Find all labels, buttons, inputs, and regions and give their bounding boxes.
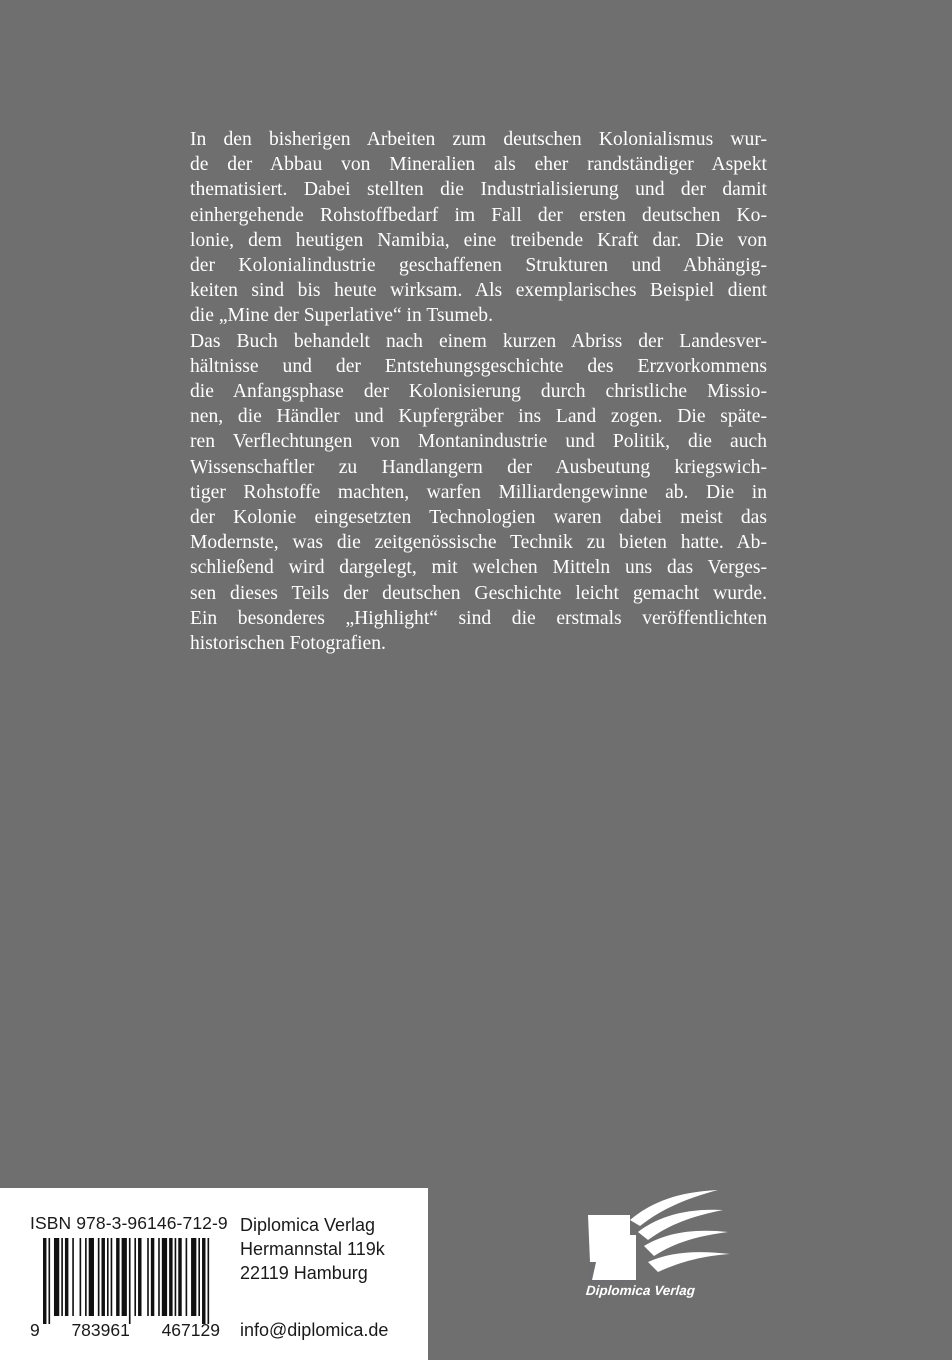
blurb-line: historischen Fotografien. (190, 633, 386, 655)
barcode-bar (202, 1238, 205, 1324)
barcode-bar (61, 1238, 63, 1316)
barcode-bar (162, 1238, 167, 1316)
barcode-digit-group: 9 (30, 1320, 40, 1340)
blurb-line: Ein besonderes „Highlight“ sind die erstmals veröffentlichten (190, 607, 767, 629)
blurb-line: Modernste, was die zeitgenössische Technik zu bieten hatte. Ab- (190, 532, 767, 554)
publisher-street: Hermannstal 119k (240, 1239, 385, 1259)
barcode-bar (101, 1238, 104, 1316)
blurb-line: nen, die Händler und Kupfergräber ins Land zogen. Die späte- (190, 406, 767, 428)
blurb-line: thematisiert. Dabei stellten die Industrialisierung und der damit (190, 179, 767, 201)
blurb-line: die „Mine der Superlative“ in Tsumeb. (190, 305, 493, 327)
barcode-bar (138, 1238, 141, 1316)
barcode-bar (147, 1238, 149, 1316)
blurb-line: der Kolonie eingesetzten Technologien waren dabei meist das (190, 507, 767, 529)
blurb-line: tiger Rohstoffe machten, warfen Milliardengewinne ab. Die in (190, 481, 767, 503)
barcode-bar (186, 1238, 188, 1316)
barcode-bar (80, 1238, 82, 1316)
blurb-line: Das Buch behandelt nach einem kurzen Abriss der Landesver- (190, 330, 767, 352)
barcode-digit-group: 783961 (71, 1320, 130, 1340)
blurb-line: lonie, dem heutigen Namibia, eine treibende Kraft dar. Die von (190, 229, 767, 251)
blurb-paragraph (190, 329, 767, 657)
barcode-digit-group: 467129 (161, 1320, 220, 1340)
back-cover-blurb (190, 127, 767, 656)
isbn-label: ISBN 978-3-96146-712-9 (30, 1213, 228, 1233)
blurb-line: sen dieses Teils der deutschen Geschichte leicht gemacht wurde. (190, 582, 767, 604)
publisher-address (240, 1213, 385, 1285)
barcode-bar (198, 1238, 200, 1316)
blurb-paragraph (190, 127, 767, 329)
blurb-line: keiten sind bis heute wirksam. Als exemplarisches Beispiel dient (190, 280, 767, 302)
barcode-bar (54, 1238, 59, 1316)
barcode-bar (208, 1238, 210, 1324)
barcode-bar (151, 1238, 154, 1316)
barcode-bar (98, 1238, 100, 1316)
blurb-line: schließend wird dargelegt, mit welchen Mitteln uns das Verges- (190, 557, 767, 579)
barcode-bar (65, 1238, 68, 1316)
barcode-bar (116, 1238, 119, 1316)
blurb-line: Wissenschaftler zu Handlangern der Ausbeutung kriegswich- (190, 456, 767, 478)
barcode-bar (134, 1238, 136, 1316)
barcode-bar (107, 1238, 109, 1316)
blurb-line: In den bisherigen Arbeiten zum deutschen Kolonialismus wur- (190, 129, 767, 150)
blurb-line: einhergehende Rohstoffbedarf im Fall der ersten deutschen Ko- (190, 204, 767, 226)
barcode-bar (72, 1238, 74, 1316)
blurb-line: der Kolonialindustrie geschaffenen Strukturen und Abhängig- (190, 255, 767, 277)
barcode-bar (175, 1238, 177, 1316)
barcode-bar (191, 1238, 196, 1316)
barcode-bar (178, 1238, 181, 1316)
barcode-icon (43, 1238, 213, 1324)
barcode-bar (85, 1238, 87, 1316)
blurb-line: hältnisse und der Entstehungsgeschichte des Erzvorkommens (190, 355, 767, 377)
barcode-bar (89, 1238, 94, 1316)
barcode-bar (158, 1238, 160, 1316)
barcode-bar (48, 1238, 50, 1324)
publisher-name: Diplomica Verlag (240, 1215, 376, 1235)
barcode-bar (43, 1238, 46, 1324)
barcode-digits (30, 1320, 220, 1341)
barcode-bar (129, 1238, 131, 1324)
publisher-city: 22119 Hamburg (240, 1263, 368, 1283)
barcode-bar (111, 1238, 113, 1316)
blurb-line: de der Abbau von Mineralien als eher randständiger Aspekt (190, 154, 767, 176)
blurb-line: die Anfangsphase der Kolonisierung durch christliche Missio- (190, 381, 767, 403)
publisher-email: info@diplomica.de (240, 1320, 389, 1340)
barcode-bar (122, 1238, 127, 1316)
blurb-line: ren Verflechtungen von Montanindustrie und Politik, die auch (190, 431, 767, 453)
isbn-publisher-box (0, 1188, 428, 1360)
barcode-bar (169, 1238, 172, 1316)
publisher-logo-text: Diplomica Verlag (585, 1283, 696, 1298)
